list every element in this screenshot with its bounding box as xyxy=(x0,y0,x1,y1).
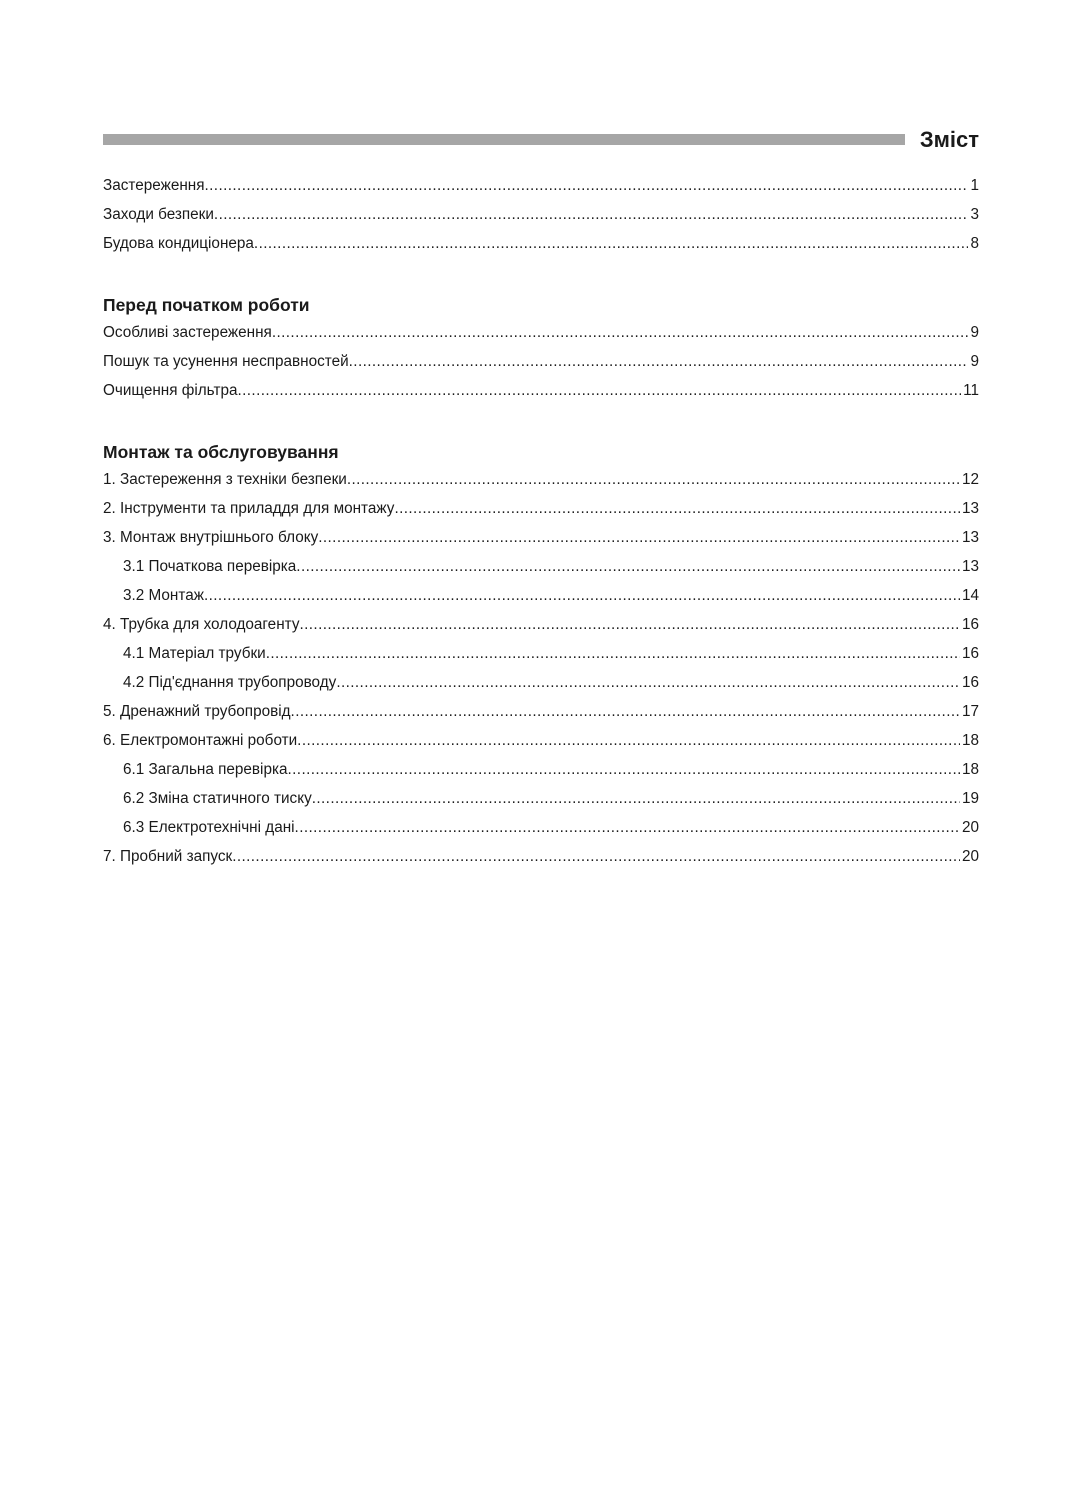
entry-label: Пошук та усунення несправностей xyxy=(103,353,349,370)
entry-label: Очищення фільтра xyxy=(103,382,238,399)
entry-label: Заходи безпеки xyxy=(103,206,214,223)
toc-entry[interactable] xyxy=(103,321,979,350)
entry-label: 3. Монтаж внутрішнього блоку xyxy=(103,529,319,546)
toc-entry[interactable] xyxy=(103,816,979,845)
toc-entry[interactable] xyxy=(103,232,979,261)
toc-entry[interactable] xyxy=(103,203,979,232)
toc-entry[interactable] xyxy=(103,350,979,379)
page-number: 3 xyxy=(970,206,979,223)
dot-leader xyxy=(205,174,969,203)
toc-entry[interactable] xyxy=(103,700,979,729)
dot-leader xyxy=(254,232,969,261)
page-number: 19 xyxy=(961,790,979,807)
entry-label: Особливі застереження xyxy=(103,324,272,341)
page-number: 20 xyxy=(961,819,979,836)
page-number: 20 xyxy=(961,848,979,865)
dot-leader xyxy=(272,321,969,350)
toc-entry[interactable] xyxy=(103,526,979,555)
page-title: Зміст xyxy=(919,127,979,152)
page-number: 11 xyxy=(963,382,979,399)
dot-leader xyxy=(318,526,960,555)
page-number: 9 xyxy=(970,353,979,370)
entry-label: 7. Пробний запуск xyxy=(103,848,233,865)
page-number: 16 xyxy=(961,645,979,662)
entry-label: 4. Трубка для холодоагенту xyxy=(103,616,300,633)
dot-leader xyxy=(295,816,960,845)
toc-entry[interactable] xyxy=(103,584,979,613)
toc-section xyxy=(103,174,979,261)
dot-leader xyxy=(349,350,969,379)
section-heading: Перед початком роботи xyxy=(103,295,310,315)
toc-entry[interactable] xyxy=(103,497,979,526)
toc-section xyxy=(103,436,979,874)
dot-leader xyxy=(237,379,961,408)
dot-leader xyxy=(204,584,960,613)
page-number: 14 xyxy=(961,587,979,604)
page-number: 13 xyxy=(961,529,979,546)
page-number: 18 xyxy=(961,761,979,778)
toc-entry[interactable] xyxy=(103,642,979,671)
dot-leader xyxy=(299,613,960,642)
entry-label: 5. Дренажний трубопровід xyxy=(103,703,291,720)
toc-section xyxy=(103,289,979,408)
entry-label: 4.1 Матеріал трубки xyxy=(123,645,266,662)
dot-leader xyxy=(214,203,969,232)
entry-label: 6. Електромонтажні роботи xyxy=(103,732,298,749)
dot-leader xyxy=(266,642,960,671)
dot-leader xyxy=(288,758,960,787)
header-bar xyxy=(103,134,905,145)
entry-label: Застереження xyxy=(103,177,205,194)
toc-entry[interactable] xyxy=(103,174,979,203)
toc-entry[interactable] xyxy=(103,613,979,642)
entry-label: 6.2 Зміна статичного тиску xyxy=(123,790,312,807)
page-number: 9 xyxy=(970,324,979,341)
page-number: 16 xyxy=(961,674,979,691)
page-number: 17 xyxy=(961,703,979,720)
entry-label: 6.1 Загальна перевірка xyxy=(123,761,288,778)
dot-leader xyxy=(347,468,960,497)
page-number: 18 xyxy=(961,732,979,749)
entry-label: 6.3 Електротехнічні дані xyxy=(123,819,295,836)
entry-label: Будова кондиціонера xyxy=(103,235,254,252)
page-number: 12 xyxy=(961,471,979,488)
entry-label: 2. Інструменти та приладдя для монтажу xyxy=(103,500,395,517)
entry-label: 3.2 Монтаж xyxy=(123,587,204,604)
page-number: 16 xyxy=(961,616,979,633)
toc-entry[interactable] xyxy=(103,758,979,787)
section-heading: Монтаж та обслуговування xyxy=(103,442,339,462)
dot-leader xyxy=(296,555,960,584)
entry-label: 3.1 Початкова перевірка xyxy=(123,558,297,575)
page-number: 8 xyxy=(970,235,979,252)
dot-leader xyxy=(232,845,960,874)
toc-entry[interactable] xyxy=(103,729,979,758)
entry-label: 4.2 Під'єднання трубопроводу xyxy=(123,674,337,691)
toc-entry[interactable] xyxy=(103,379,979,408)
page-number: 1 xyxy=(970,177,979,194)
toc-entry[interactable] xyxy=(103,787,979,816)
table-of-contents xyxy=(103,174,979,874)
dot-leader xyxy=(312,787,960,816)
toc-header xyxy=(103,126,979,154)
toc-entry[interactable] xyxy=(103,555,979,584)
dot-leader xyxy=(291,700,960,729)
toc-entry[interactable] xyxy=(103,468,979,497)
page-number: 13 xyxy=(961,500,979,517)
entry-label: 1. Застереження з техніки безпеки xyxy=(103,471,347,488)
dot-leader xyxy=(297,729,960,758)
dot-leader xyxy=(336,671,960,700)
toc-entry[interactable] xyxy=(103,671,979,700)
toc-entry[interactable] xyxy=(103,845,979,874)
page-number: 13 xyxy=(961,558,979,575)
dot-leader xyxy=(394,497,960,526)
